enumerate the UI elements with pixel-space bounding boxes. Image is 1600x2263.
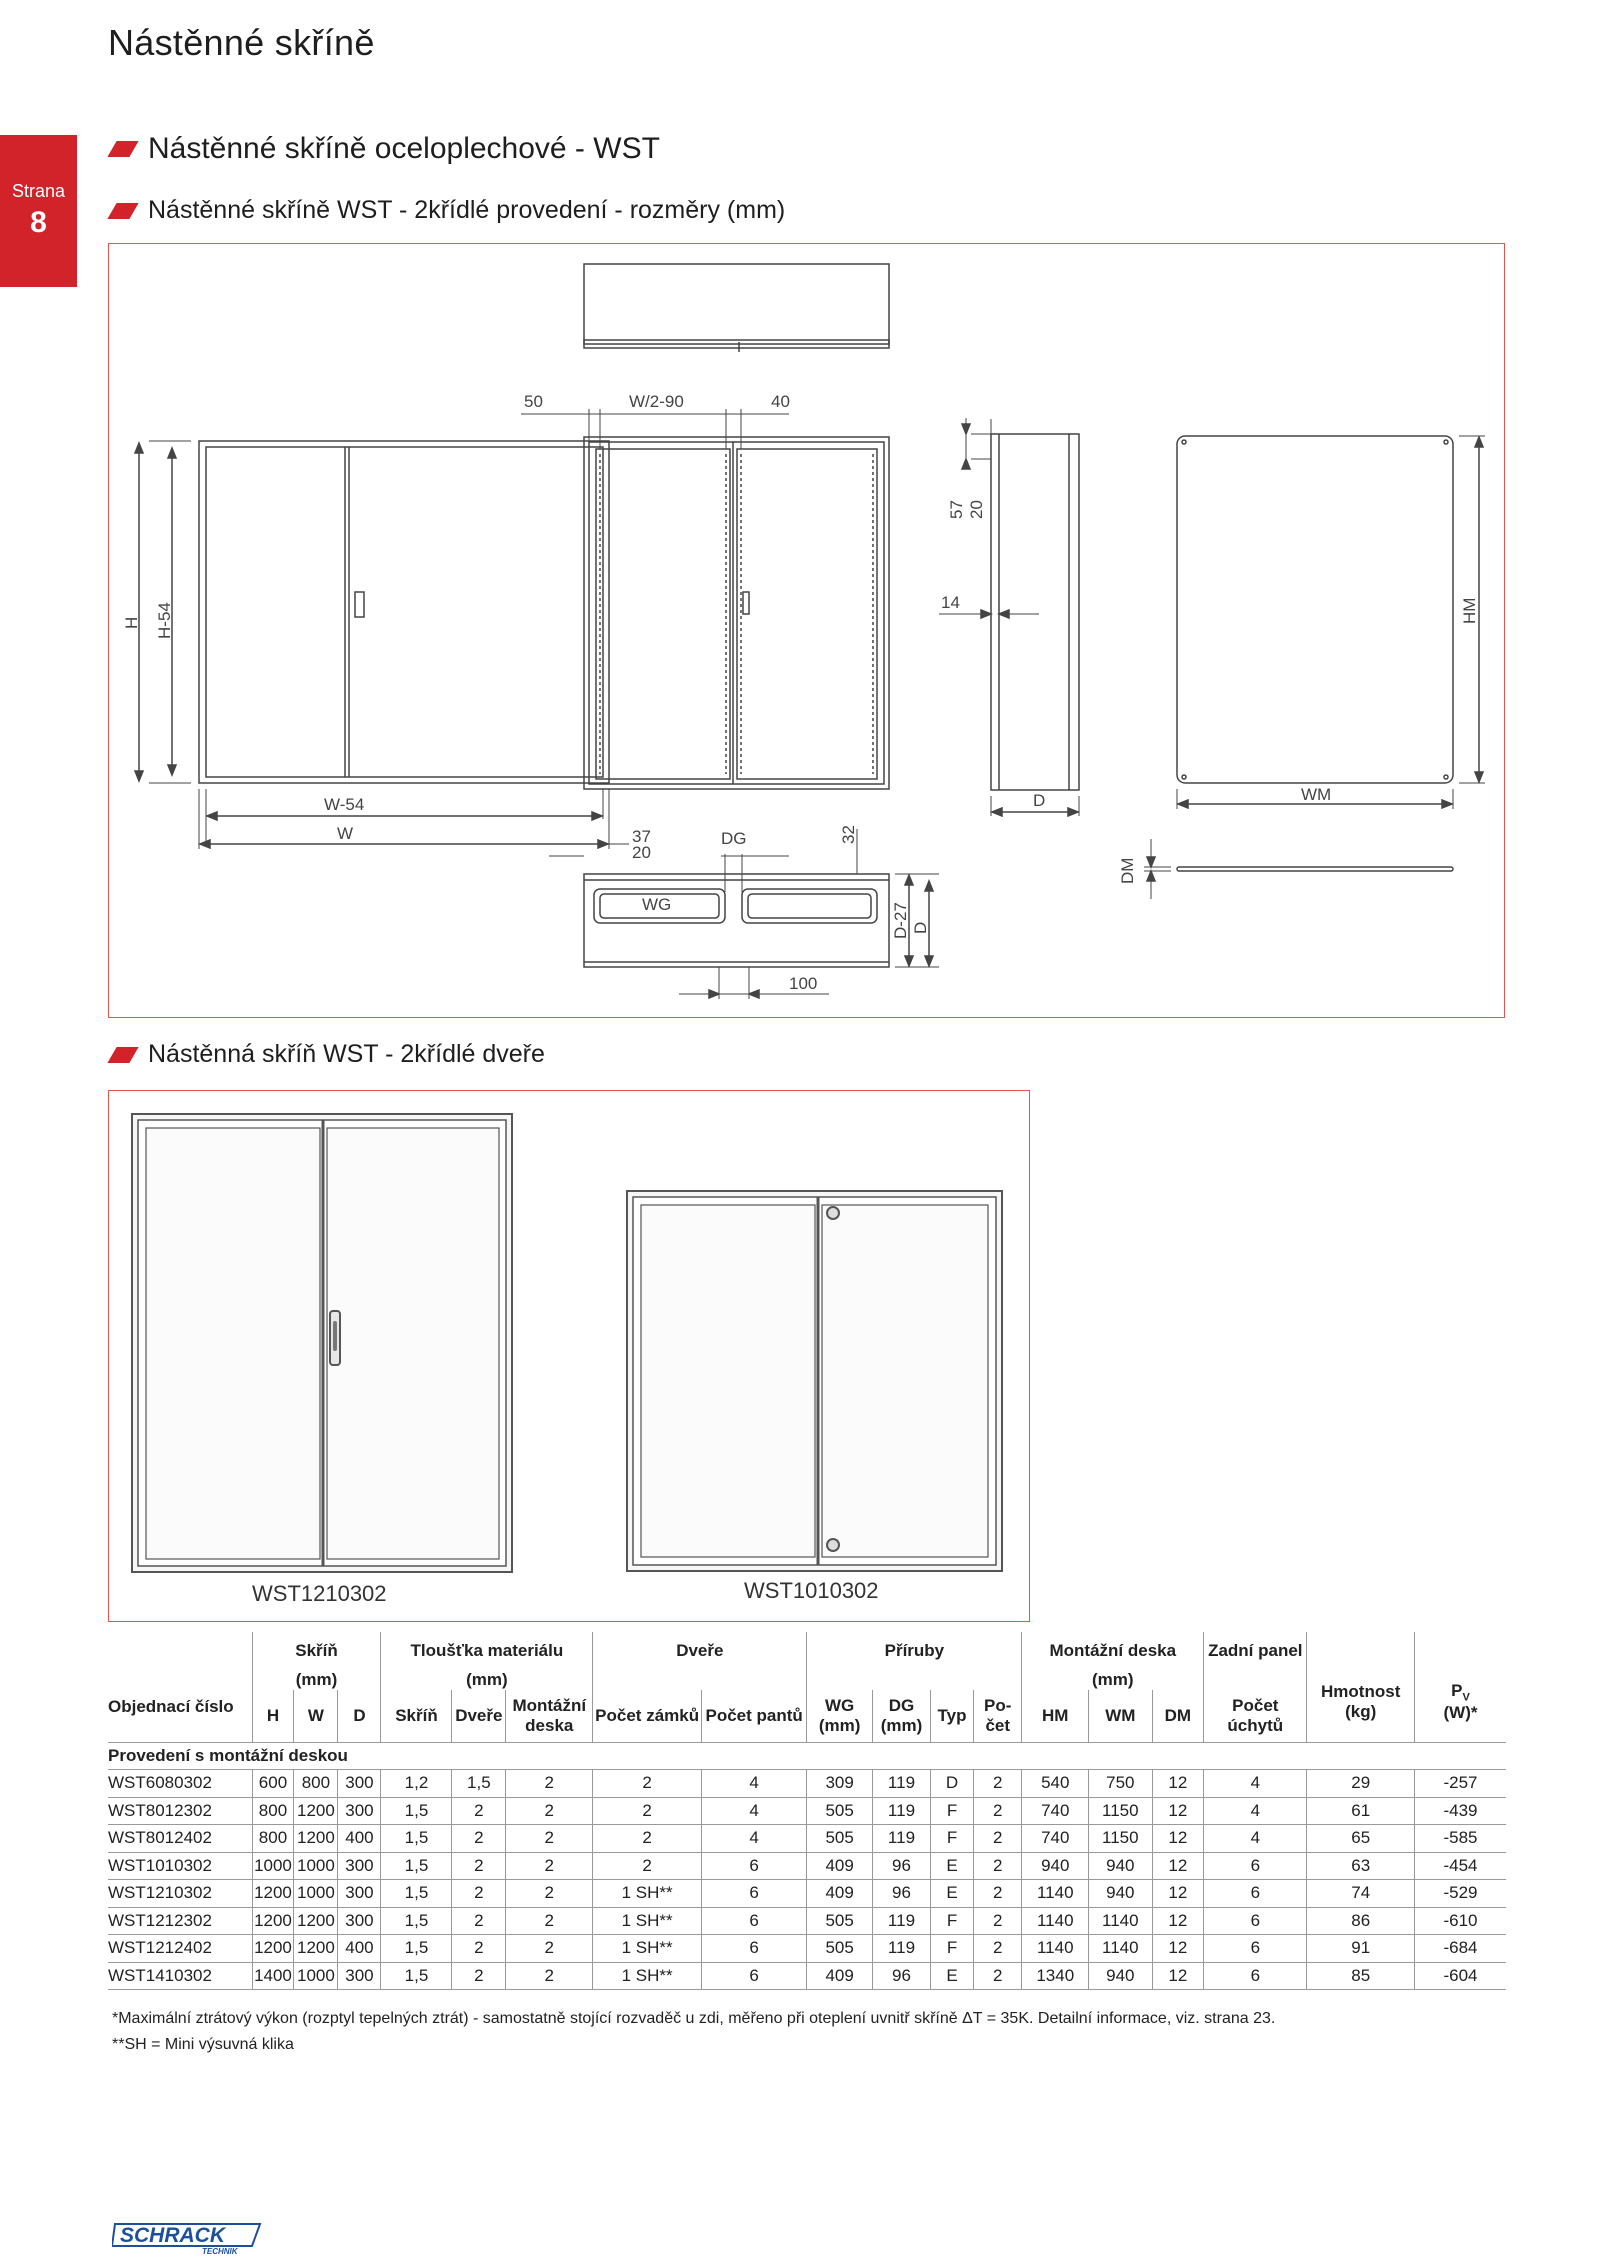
table-cell: 940 [1089, 1880, 1152, 1908]
table-row [108, 1880, 1506, 1908]
table-row [108, 1935, 1506, 1963]
table-cell: 409 [807, 1852, 873, 1880]
th-wm: WM [1089, 1690, 1152, 1742]
table-cell: 96 [872, 1852, 930, 1880]
table-cell: 740 [1022, 1797, 1089, 1825]
table-cell: 1200 [294, 1935, 338, 1963]
table-cell: 2 [452, 1880, 506, 1908]
order-number-cell: WST1212302 [108, 1907, 252, 1935]
table-cell: 1,5 [381, 1825, 452, 1853]
th-dvere: Dveře [593, 1632, 807, 1670]
table-cell: 2 [506, 1962, 593, 1990]
table-cell: 2 [452, 1907, 506, 1935]
th-pv-unit: (W)* [1443, 1702, 1478, 1722]
table-cell: 300 [338, 1907, 381, 1935]
order-number-cell: WST6080302 [108, 1770, 252, 1798]
dim-14-label: 14 [941, 593, 960, 612]
table-cell: 1000 [294, 1962, 338, 1990]
table-cell: 2 [974, 1962, 1022, 1990]
table-cell: 940 [1089, 1962, 1152, 1990]
table-cell: 12 [1152, 1880, 1204, 1908]
heading-text: Nástěnné skříně oceloplechové - WST [148, 132, 660, 165]
table-cell: 29 [1307, 1770, 1415, 1798]
table-cell: 505 [807, 1935, 873, 1963]
table-cell: 309 [807, 1770, 873, 1798]
th-pocet-uchytu: Počet úchytů [1204, 1690, 1307, 1742]
table-row [108, 1770, 1506, 1798]
page-title: Nástěnné skříně [108, 22, 375, 63]
table-cell: 2 [974, 1825, 1022, 1853]
cabinet-photos-frame [108, 1090, 1030, 1622]
table-cell: 86 [1307, 1907, 1415, 1935]
table-cell: 4 [701, 1770, 806, 1798]
table-cell: 2 [593, 1852, 702, 1880]
table-cell: 96 [872, 1962, 930, 1990]
table-cell: 6 [701, 1962, 806, 1990]
dim-40-label: 40 [771, 392, 790, 411]
table-row [108, 1962, 1506, 1990]
dim-50-label: 50 [524, 392, 543, 411]
order-number-cell: WST1410302 [108, 1962, 252, 1990]
th-skrin-unit: (mm) [252, 1670, 381, 1690]
table-cell: 96 [872, 1880, 930, 1908]
th-wg [807, 1690, 873, 1742]
table-cell: 63 [1307, 1852, 1415, 1880]
table-cell: F [931, 1825, 974, 1853]
table-cell: 940 [1022, 1852, 1089, 1880]
table-cell: 1140 [1022, 1880, 1089, 1908]
table-cell: 300 [338, 1880, 381, 1908]
dim-100-label: 100 [789, 974, 818, 993]
table-cell: 300 [338, 1852, 381, 1880]
table-group-row [108, 1742, 1506, 1770]
cabinet-photos [109, 1091, 1028, 1620]
th-t-skrin: Skříň [381, 1690, 452, 1742]
table-cell: 6 [1204, 1852, 1307, 1880]
order-number-cell: WST8012302 [108, 1797, 252, 1825]
table-cell: 505 [807, 1797, 873, 1825]
spec-table-body [108, 1742, 1506, 1990]
table-cell: 1200 [252, 1880, 294, 1908]
schrack-logo [112, 2220, 262, 2256]
table-cell: 300 [338, 1797, 381, 1825]
th-dg-label: DG [888, 1695, 915, 1715]
table-cell: 1140 [1089, 1935, 1152, 1963]
dim-20b-label: 20 [632, 843, 651, 862]
table-cell: 540 [1022, 1770, 1089, 1798]
dimension-drawing [109, 244, 1503, 1016]
dim-wg-label: WG [642, 895, 672, 914]
table-cell: 1,5 [381, 1907, 452, 1935]
th-tloustka-unit: (mm) [381, 1670, 593, 1690]
heading-marker-icon [107, 141, 138, 157]
table-cell: 2 [452, 1935, 506, 1963]
th-wg-unit: (mm) [818, 1715, 861, 1735]
th-h: H [252, 1690, 294, 1742]
table-cell: 119 [872, 1770, 930, 1798]
dim-d-label: D [1033, 791, 1046, 810]
table-cell: 1 SH** [593, 1907, 702, 1935]
th-tloustka: Tloušťka materiálu [381, 1632, 593, 1670]
table-cell: 4 [701, 1825, 806, 1853]
table-cell: 85 [1307, 1962, 1415, 1990]
table-cell: 1400 [252, 1962, 294, 1990]
table-cell: 1,5 [381, 1852, 452, 1880]
table-cell: 1200 [294, 1825, 338, 1853]
table-cell: 119 [872, 1797, 930, 1825]
table-cell: 119 [872, 1935, 930, 1963]
dim-h54-label: H-54 [155, 602, 174, 639]
th-typ: Typ [931, 1690, 974, 1742]
table-cell: 400 [338, 1935, 381, 1963]
table-cell: F [931, 1935, 974, 1963]
table-cell: 2 [506, 1880, 593, 1908]
table-cell: 2 [506, 1852, 593, 1880]
table-cell: 91 [1307, 1935, 1415, 1963]
table-cell: 2 [452, 1825, 506, 1853]
table-cell: 2 [593, 1825, 702, 1853]
table-cell: 2 [974, 1797, 1022, 1825]
table-cell: 4 [701, 1797, 806, 1825]
table-cell: -604 [1414, 1962, 1506, 1990]
table-cell: 74 [1307, 1880, 1415, 1908]
th-dm: DM [1152, 1690, 1204, 1742]
th-pv-label: P [1451, 1680, 1463, 1700]
table-cell: 2 [974, 1852, 1022, 1880]
dim-wm-label: WM [1301, 785, 1332, 804]
table-cell: -454 [1414, 1852, 1506, 1880]
cabinet-photo-wst1010302 [627, 1191, 1002, 1603]
table-cell: 409 [807, 1962, 873, 1990]
table-cell: 2 [506, 1907, 593, 1935]
dim-d27-label: D-27 [891, 902, 910, 939]
th-t-montazni: Montážní deska [506, 1690, 593, 1742]
table-cell: -585 [1414, 1825, 1506, 1853]
heading-text: Nástěnná skříň WST - 2křídlé dveře [148, 1040, 545, 1068]
table-cell: 1140 [1089, 1907, 1152, 1935]
order-number-cell: WST1010302 [108, 1852, 252, 1880]
side-view-drawing [939, 418, 1079, 816]
table-cell: 2 [974, 1935, 1022, 1963]
th-skrin: Skříň [252, 1632, 381, 1670]
table-cell: 12 [1152, 1797, 1204, 1825]
table-cell: 2 [974, 1907, 1022, 1935]
th-priruby: Příruby [807, 1632, 1022, 1670]
footnote-2: **SH = Mini výsuvná klika [112, 2036, 294, 2053]
table-cell: 1340 [1022, 1962, 1089, 1990]
table-cell: -439 [1414, 1797, 1506, 1825]
table-cell: 1150 [1089, 1797, 1152, 1825]
footnote-1: *Maximální ztrátový výkon (rozptyl tepelných ztrát) - samostatně stojící rozvaděč u zdi, měřeno při oteplení uvnitř skříně ΔT = 35K. Detailní informace, viz. strana 23. [112, 2010, 1276, 2027]
table-cell: 940 [1089, 1852, 1152, 1880]
table-cell: -684 [1414, 1935, 1506, 1963]
table-cell: 119 [872, 1907, 930, 1935]
spec-table [108, 1632, 1506, 1990]
table-cell: 12 [1152, 1962, 1204, 1990]
th-wg-label: WG [825, 1695, 855, 1715]
table-cell: E [931, 1852, 974, 1880]
th-pv-sub: V [1462, 1690, 1470, 1703]
th-hmotnost [1307, 1632, 1415, 1742]
table-cell: 1000 [294, 1852, 338, 1880]
bottom-view-drawing [549, 825, 939, 999]
table-cell: 505 [807, 1907, 873, 1935]
group-label: Provedení s montážní deskou [108, 1742, 1506, 1770]
table-cell: 6 [1204, 1907, 1307, 1935]
page-tab [0, 135, 77, 287]
table-cell: 1,5 [381, 1935, 452, 1963]
table-cell: 2 [593, 1770, 702, 1798]
table-cell: 1000 [252, 1852, 294, 1880]
table-cell: 2 [506, 1770, 593, 1798]
order-number-cell: WST8012402 [108, 1825, 252, 1853]
dim-57-label: 57 [947, 500, 966, 519]
top-view-drawing [584, 264, 889, 352]
table-cell: 1,5 [381, 1962, 452, 1990]
heading-marker-icon [107, 1047, 138, 1063]
page-tab-label: Strana [11, 181, 66, 201]
table-cell: 2 [452, 1962, 506, 1990]
dim-37-label: 37 [632, 827, 651, 846]
table-cell: 6 [1204, 1935, 1307, 1963]
table-row [108, 1797, 1506, 1825]
table-cell: 1 SH** [593, 1880, 702, 1908]
table-cell: 1,5 [452, 1770, 506, 1798]
table-cell: 61 [1307, 1797, 1415, 1825]
photo-caption-right: WST1010302 [744, 1578, 879, 1603]
table-cell: 800 [252, 1797, 294, 1825]
table-cell: 4 [1204, 1770, 1307, 1798]
table-cell: -529 [1414, 1880, 1506, 1908]
th-t-dvere: Dveře [452, 1690, 506, 1742]
table-cell: E [931, 1880, 974, 1908]
table-cell: E [931, 1962, 974, 1990]
table-cell: 300 [338, 1770, 381, 1798]
internal-view-drawing [521, 392, 889, 789]
table-cell: 2 [506, 1825, 593, 1853]
table-cell: 1,2 [381, 1770, 452, 1798]
logo-wordmark: SCHRACK [120, 2224, 225, 2247]
th-zadni: Zadní panel [1204, 1632, 1307, 1670]
th-pocet-pantu: Počet pantů [701, 1690, 806, 1742]
table-cell: 505 [807, 1825, 873, 1853]
th-montazni: Montážní deska [1022, 1632, 1204, 1670]
logo-subtitle: TECHNIK [202, 2247, 238, 2256]
order-number-cell: WST1210302 [108, 1880, 252, 1908]
dim-dm-label: DM [1118, 857, 1137, 884]
table-cell: 12 [1152, 1852, 1204, 1880]
dim-32-label: 32 [839, 825, 858, 844]
photo-caption-left: WST1210302 [252, 1581, 387, 1606]
table-cell: 2 [974, 1770, 1022, 1798]
dim-dg-label: DG [721, 829, 747, 848]
order-number-cell: WST1212402 [108, 1935, 252, 1963]
dim-d2-label: D [911, 921, 930, 934]
table-cell: 6 [701, 1852, 806, 1880]
table-cell: 400 [338, 1825, 381, 1853]
table-cell: 12 [1152, 1907, 1204, 1935]
table-cell: 740 [1022, 1825, 1089, 1853]
th-pocet-zamku: Počet zámků [593, 1690, 702, 1742]
section-heading-dimensions [112, 196, 785, 225]
table-cell: 6 [701, 1935, 806, 1963]
table-cell: 12 [1152, 1770, 1204, 1798]
table-cell: 2 [506, 1797, 593, 1825]
table-cell: 1200 [252, 1907, 294, 1935]
page-number: 8 [30, 206, 47, 239]
table-cell: 800 [294, 1770, 338, 1798]
table-cell: 6 [1204, 1880, 1307, 1908]
dim-20-label: 20 [967, 500, 986, 519]
table-cell: 6 [701, 1880, 806, 1908]
table-row [108, 1907, 1506, 1935]
table-cell: 800 [252, 1825, 294, 1853]
dim-h-label: H [122, 616, 141, 629]
th-hm: HM [1022, 1690, 1089, 1742]
table-cell: 65 [1307, 1825, 1415, 1853]
table-cell: 4 [1204, 1797, 1307, 1825]
dim-w2-90-label: W/2-90 [629, 392, 684, 411]
dim-w-label: W [337, 824, 354, 843]
table-cell: 2 [506, 1935, 593, 1963]
table-cell: 1,5 [381, 1880, 452, 1908]
dim-w54-label: W-54 [324, 795, 365, 814]
table-cell: F [931, 1797, 974, 1825]
table-cell: 750 [1089, 1770, 1152, 1798]
table-cell: 2 [452, 1852, 506, 1880]
table-cell: 1 SH** [593, 1935, 702, 1963]
table-cell: 409 [807, 1880, 873, 1908]
table-cell: 1000 [294, 1880, 338, 1908]
table-cell: 1200 [294, 1797, 338, 1825]
th-pv [1414, 1632, 1506, 1742]
table-cell: 1,5 [381, 1797, 452, 1825]
th-order-number: Objednací číslo [108, 1632, 252, 1742]
table-cell: 1150 [1089, 1825, 1152, 1853]
table-row [108, 1825, 1506, 1853]
table-cell: 600 [252, 1770, 294, 1798]
table-row [108, 1852, 1506, 1880]
table-cell: 6 [1204, 1962, 1307, 1990]
th-d: D [338, 1690, 381, 1742]
th-dg-unit: (mm) [880, 1715, 923, 1735]
front-view-drawing [122, 441, 609, 849]
mounting-plate-drawing [1118, 436, 1485, 899]
table-cell: 1140 [1022, 1907, 1089, 1935]
table-cell: -610 [1414, 1907, 1506, 1935]
heading-marker-icon [107, 203, 138, 219]
table-cell: 1140 [1022, 1935, 1089, 1963]
th-montazni-unit: (mm) [1022, 1670, 1204, 1690]
heading-text: Nástěnné skříně WST - 2křídlé provedení - rozměry (mm) [148, 196, 786, 224]
table-cell: 12 [1152, 1935, 1204, 1963]
th-hmotnost-unit: (kg) [1345, 1701, 1377, 1721]
table-cell: 4 [1204, 1825, 1307, 1853]
table-cell: 12 [1152, 1825, 1204, 1853]
th-dg [872, 1690, 930, 1742]
section-heading-wst [112, 132, 660, 166]
th-hmotnost-label: Hmotnost [1321, 1681, 1401, 1701]
cabinet-photo-wst1210302 [132, 1114, 512, 1606]
footnotes [112, 2006, 1275, 2058]
dim-hm-label: HM [1460, 597, 1479, 624]
table-cell: 6 [701, 1907, 806, 1935]
table-cell: 2 [974, 1880, 1022, 1908]
table-cell: 2 [593, 1797, 702, 1825]
dimension-drawing-frame [108, 243, 1505, 1018]
table-cell: F [931, 1907, 974, 1935]
table-cell: 1 SH** [593, 1962, 702, 1990]
table-cell: D [931, 1770, 974, 1798]
table-cell: -257 [1414, 1770, 1506, 1798]
table-cell: 300 [338, 1962, 381, 1990]
table-cell: 2 [452, 1797, 506, 1825]
table-cell: 1200 [252, 1935, 294, 1963]
table-cell: 119 [872, 1825, 930, 1853]
th-pocet: Po-čet [974, 1690, 1022, 1742]
table-cell: 1200 [294, 1907, 338, 1935]
th-w: W [294, 1690, 338, 1742]
section-heading-doors [112, 1040, 545, 1069]
